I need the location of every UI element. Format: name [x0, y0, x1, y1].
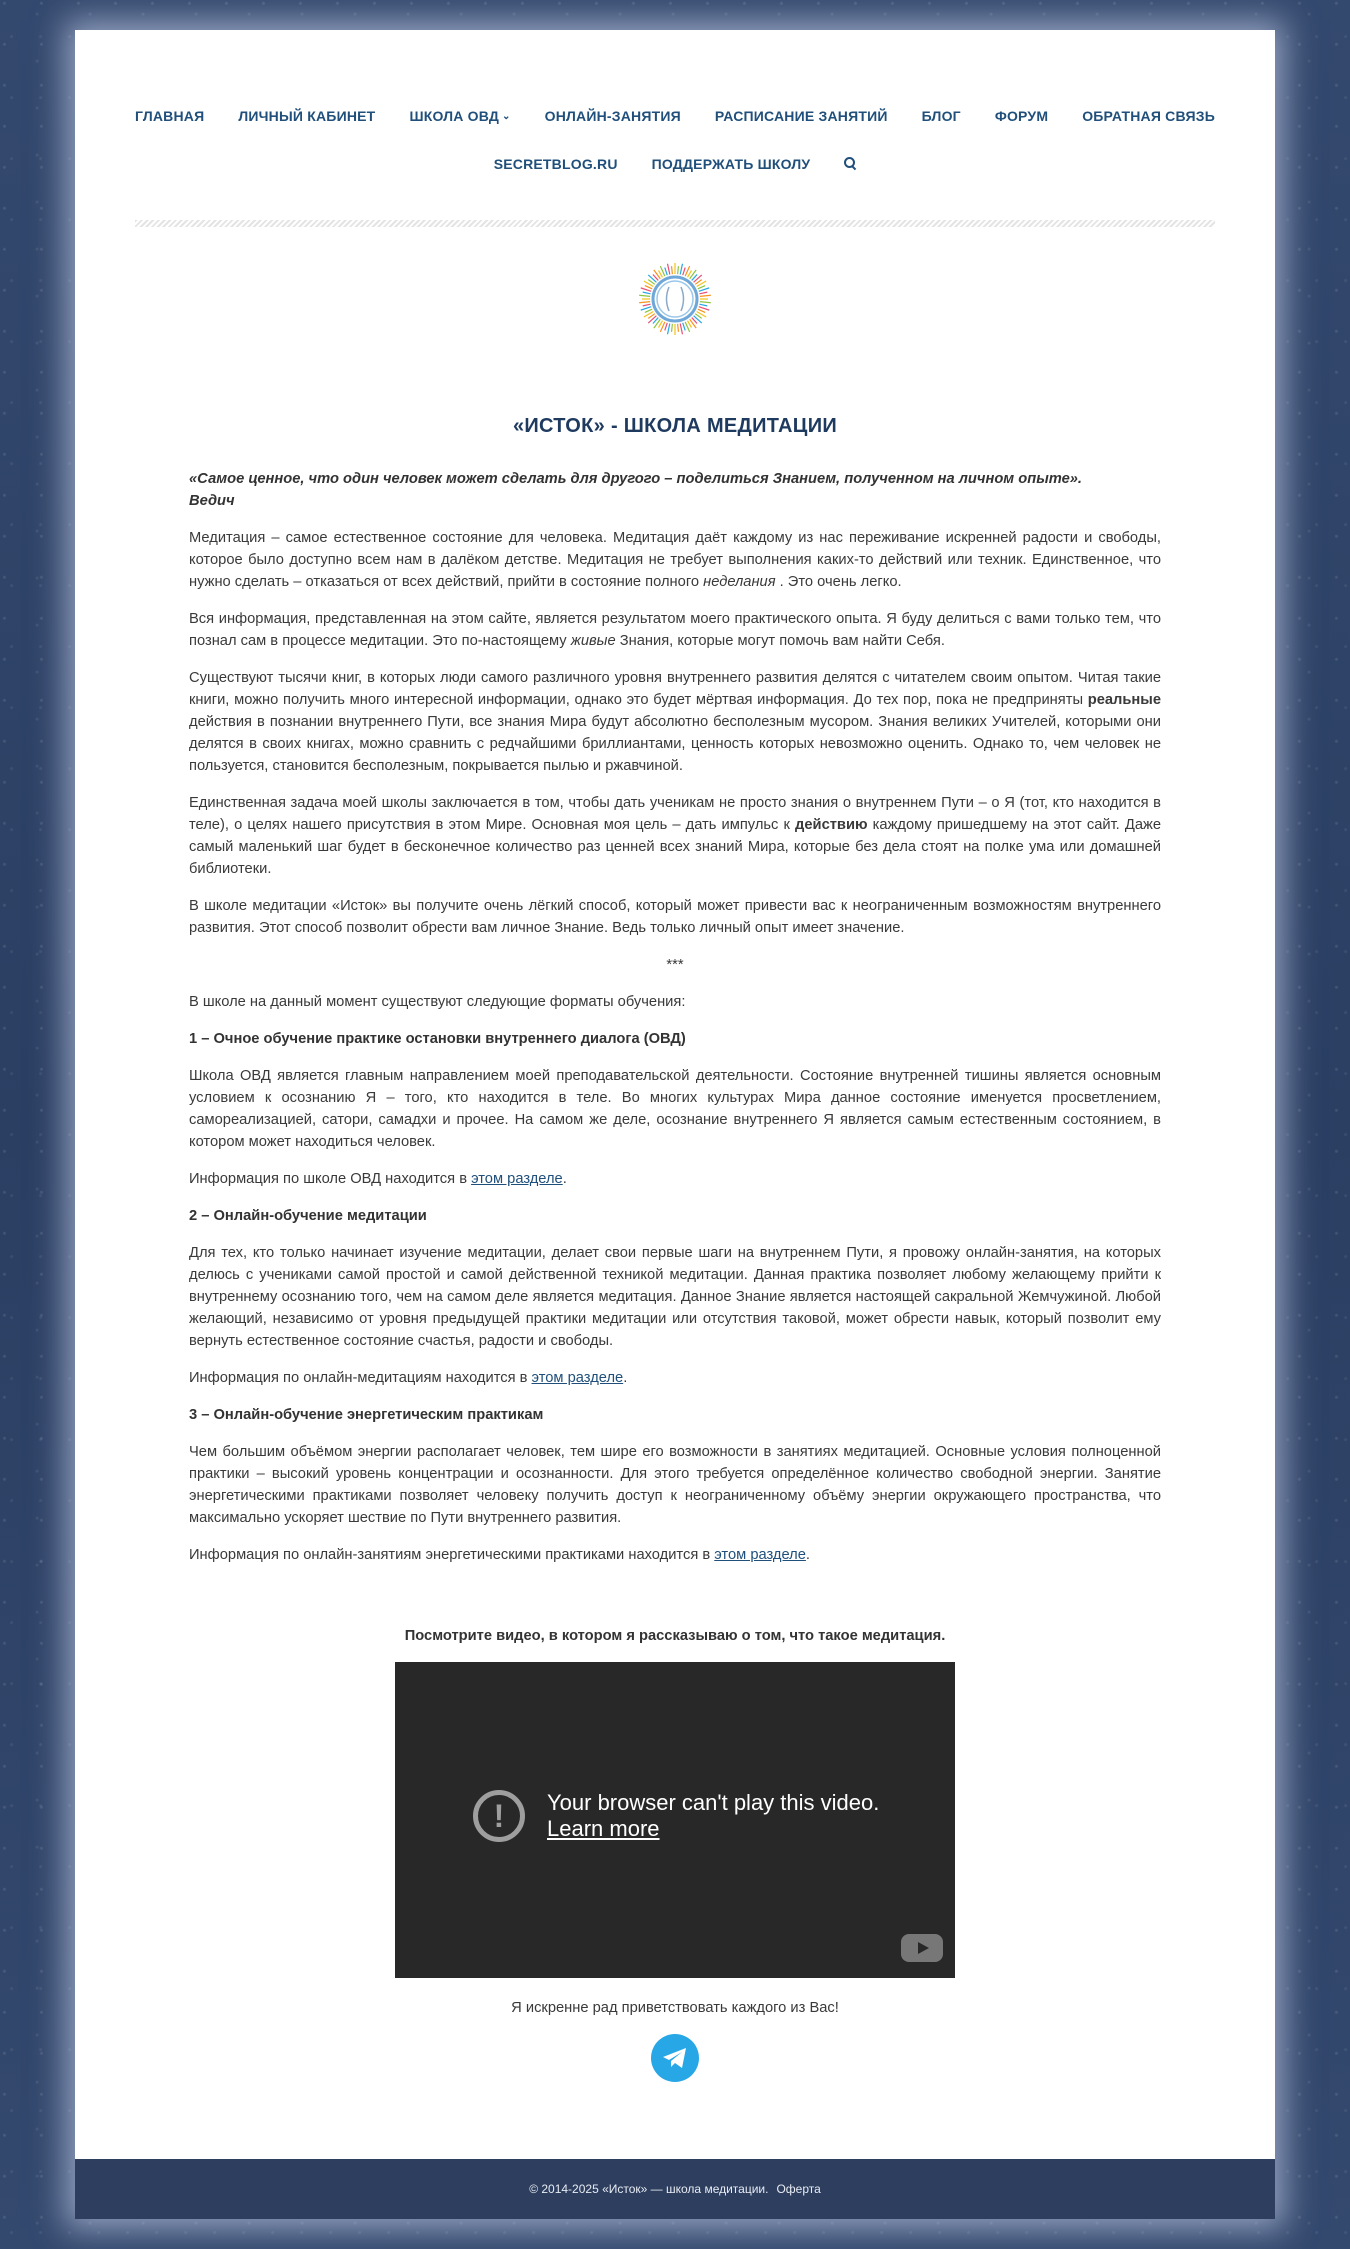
p4-text-b: каждому пришедшему на этот сайт. Даже самый маленький шаг будет в бесконечное количество раз ценней всех знаний Мира, которые без дела стоят на полке ума или домашней библиотеки. [189, 817, 1161, 877]
telegram-icon [662, 2047, 688, 2069]
nav-item-schedule[interactable]: РАСПИСАНИЕ ЗАНЯТИЙ [714, 108, 888, 124]
site-logo[interactable] [75, 261, 1275, 337]
format-2-link[interactable]: этом разделе [531, 1370, 624, 1386]
format-3-info-end: . [805, 1547, 810, 1563]
nav-item-blog[interactable]: БЛОГ [921, 108, 961, 124]
paragraph-3 [189, 667, 1161, 777]
p3-text-a: Существуют тысячи книг, в которых люди самого различного уровня внутреннего развития делятся с читателем своим опытом. Читая такие книги, можно получить много интересной информации, однако это будет мёртвая информация. До тех пор, пока не предприняты [189, 670, 1161, 708]
format-1-text: Школа ОВД является главным направлением моей преподавательской деятельности. Состояние внутренней тишины является основным условием к осознанию Я – того, кто находится в теле. Во многих культурах Мира данное состояние именуется просветлением, самореализацией, сатори, самадхи и прочее. На самом же деле, осознание внутреннего Я является самым естественным состоянием, в котором может находиться человек. [189, 1068, 1161, 1150]
format-2-info-text: Информация по онлайн-медитациям находится в [189, 1370, 532, 1386]
p2-text-a: Вся информация, представленная на этом сайте, является результатом моего практического опыта. Я буду делиться с вами только тем, что познал сам в процессе медитации. Это по-настоящему [189, 611, 1161, 649]
format-1-info-text: Информация по школе ОВД находится в [189, 1171, 472, 1187]
format-1-heading: 1 – Очное обучение практике остановки внутреннего диалога (ОВД) [189, 1031, 686, 1047]
nav-item-ovd-label: ШКОЛА ОВД [409, 108, 500, 124]
format-2-heading: 2 – Онлайн-обучение медитации [189, 1208, 427, 1224]
greeting-text: Я искренне рад приветствовать каждого из Вас! [511, 2000, 839, 2016]
format-3-heading: 3 – Онлайн-обучение энергетическим практикам [189, 1407, 544, 1423]
nav-row-2 [75, 140, 1275, 188]
footer-offer-link[interactable]: Оферта [776, 2182, 821, 2196]
telegram-button[interactable] [651, 2034, 699, 2082]
quote-author: Ведич [189, 493, 235, 509]
format-3-text: Чем большим объёмом энергии располагает человек, тем шире его возможности в занятиях медитацией. Основные условия полноценной практики – высокий уровень концентрации и осознанности. Для этого требуется определённое количество свободной энергии. Занятие энергетическими практиками позволяет человеку получить доступ к неограниченному объёму энергии окружающего пространства, что максимально ускоряет шествие по Пути внутреннего развития. [189, 1444, 1161, 1526]
nav-item-home[interactable]: ГЛАВНАЯ [135, 108, 205, 124]
chevron-down-icon: ⌄ [502, 111, 511, 122]
search-button[interactable] [827, 156, 873, 172]
format-1-link[interactable]: этом разделе [471, 1171, 563, 1187]
format-2-text: Для тех, кто только начинает изучение медитации, делает свои первые шаги на внутреннем Пути, я провожу онлайн-занятия, на которых делюсь с учениками самой простой и самой действенной техникой медитации. Данная практика позволяет любому желающему прийти к внутреннему осознанию того, чем на самом деле является медитация. Данное Знание является настоящей сакральной Жемчужиной. Любой желающий, независимо от уровня предыдущей практики медитации или отсутствия таковой, может обрести навык, который позволит ему вернуть естественное состояние счастья, радости и свободы. [189, 1245, 1161, 1349]
p1-emphasis: неделания [703, 574, 776, 590]
nav-item-forum[interactable]: ФОРУМ [994, 108, 1049, 124]
nav-item-cabinet[interactable]: ЛИЧНЫЙ КАБИНЕТ [238, 108, 376, 124]
nav-item-support[interactable]: ПОДДЕРЖАТЬ ШКОЛУ [651, 156, 811, 172]
format-2-info [189, 1367, 1161, 1389]
paragraph-5: В школе медитации «Исток» вы получите очень лёгкий способ, который может привести вас к неограниченным возможностям внутреннего развития. Этот способ позволит обрести вам личное Знание. Ведь только личный опыт имеет значение. [189, 898, 1161, 936]
logo-sun-icon [637, 261, 713, 337]
page-title: «ИСТОК» - ШКОЛА МЕДИТАЦИИ [512, 415, 838, 437]
youtube-icon[interactable] [901, 1934, 943, 1962]
video-error [473, 1790, 879, 1842]
search-icon [844, 157, 856, 169]
footer-copyright: © 2014-2025 «Исток» — школа медитации. [529, 2182, 769, 2196]
format-1-info-end: . [562, 1171, 567, 1187]
nav-item-ovd-school[interactable] [392, 108, 527, 124]
header-divider [135, 220, 1215, 227]
nav-item-online[interactable]: ОНЛАЙН-ЗАНЯТИЯ [544, 108, 681, 124]
p1-text-b: . Это очень легко. [775, 574, 902, 590]
video-error-message: Your browser can't play this video. [547, 1790, 880, 1815]
epigraph-quote [189, 468, 1161, 512]
p2-emphasis: живые [570, 633, 616, 649]
nav-item-feedback[interactable]: ОБРАТНАЯ СВЯЗЬ [1082, 108, 1215, 124]
format-1-info [189, 1168, 1161, 1190]
learn-more-link[interactable]: Learn more [547, 1816, 660, 1841]
p4-text-a: Единственная задача моей школы заключается в том, чтобы дать ученикам не просто знания о внутреннем Пути – о Я (тот, кто находится в теле), о целях нашего присутствия в этом Мире. Основная моя цель – дать импульс к [189, 795, 1161, 833]
paragraph-2 [189, 608, 1161, 652]
main-nav [75, 30, 1275, 188]
exclamation-icon: ! [473, 1790, 525, 1842]
article-content [75, 468, 1275, 2082]
p2-text-b: Знания, которые могут помочь вам найти Себя. [615, 633, 945, 649]
quote-text: «Самое ценное, что один человек может сделать для другого – поделиться Знанием, полученном на личном опыте». [189, 471, 1083, 487]
format-2-info-end: . [623, 1370, 628, 1386]
page-container [75, 30, 1275, 2219]
stars-separator: *** [666, 957, 684, 973]
video-error-text [547, 1790, 879, 1842]
video-player[interactable] [395, 1662, 955, 1978]
nav-row-1 [75, 92, 1275, 140]
p1-text-a: Медитация – самое естественное состояние для человека. Медитация даёт каждому из нас переживание искренней радости и свободы, которое было доступно всем нам в далёком детстве. Медитация не требует выполнения каких-то действий или техник. Единственное, что нужно сделать – отказаться от всех действий, прийти в состояние полного [189, 530, 1161, 590]
p4-strong: действию [795, 817, 868, 833]
site-footer [75, 2159, 1275, 2219]
paragraph-1 [189, 527, 1161, 593]
formats-intro: В школе на данный момент существуют следующие форматы обучения: [189, 994, 686, 1010]
video-title: Посмотрите видео, в котором я рассказываю о том, что такое медитация. [404, 1628, 946, 1644]
format-3-info-text: Информация по онлайн-занятиям энергетическими практиками находится в [189, 1547, 715, 1563]
paragraph-4 [189, 792, 1161, 880]
format-3-link[interactable]: этом разделе [714, 1547, 806, 1563]
p3-text-b: действия в познании внутреннего Пути, все знания Мира будут абсолютно бесполезным мусором. Знания великих Учителей, которыми они делятся в своих книгах, можно сравнить с редчайшими бриллиантами, ценность которых невозможно оценить. Однако то, чем человек не пользуется, становится бесполезным, покрывается пылью и ржавчиной. [189, 714, 1161, 774]
nav-item-secretblog[interactable]: SECRETBLOG.RU [493, 156, 618, 172]
p3-strong: реальные [1087, 692, 1161, 708]
format-3-info [189, 1544, 1161, 1566]
